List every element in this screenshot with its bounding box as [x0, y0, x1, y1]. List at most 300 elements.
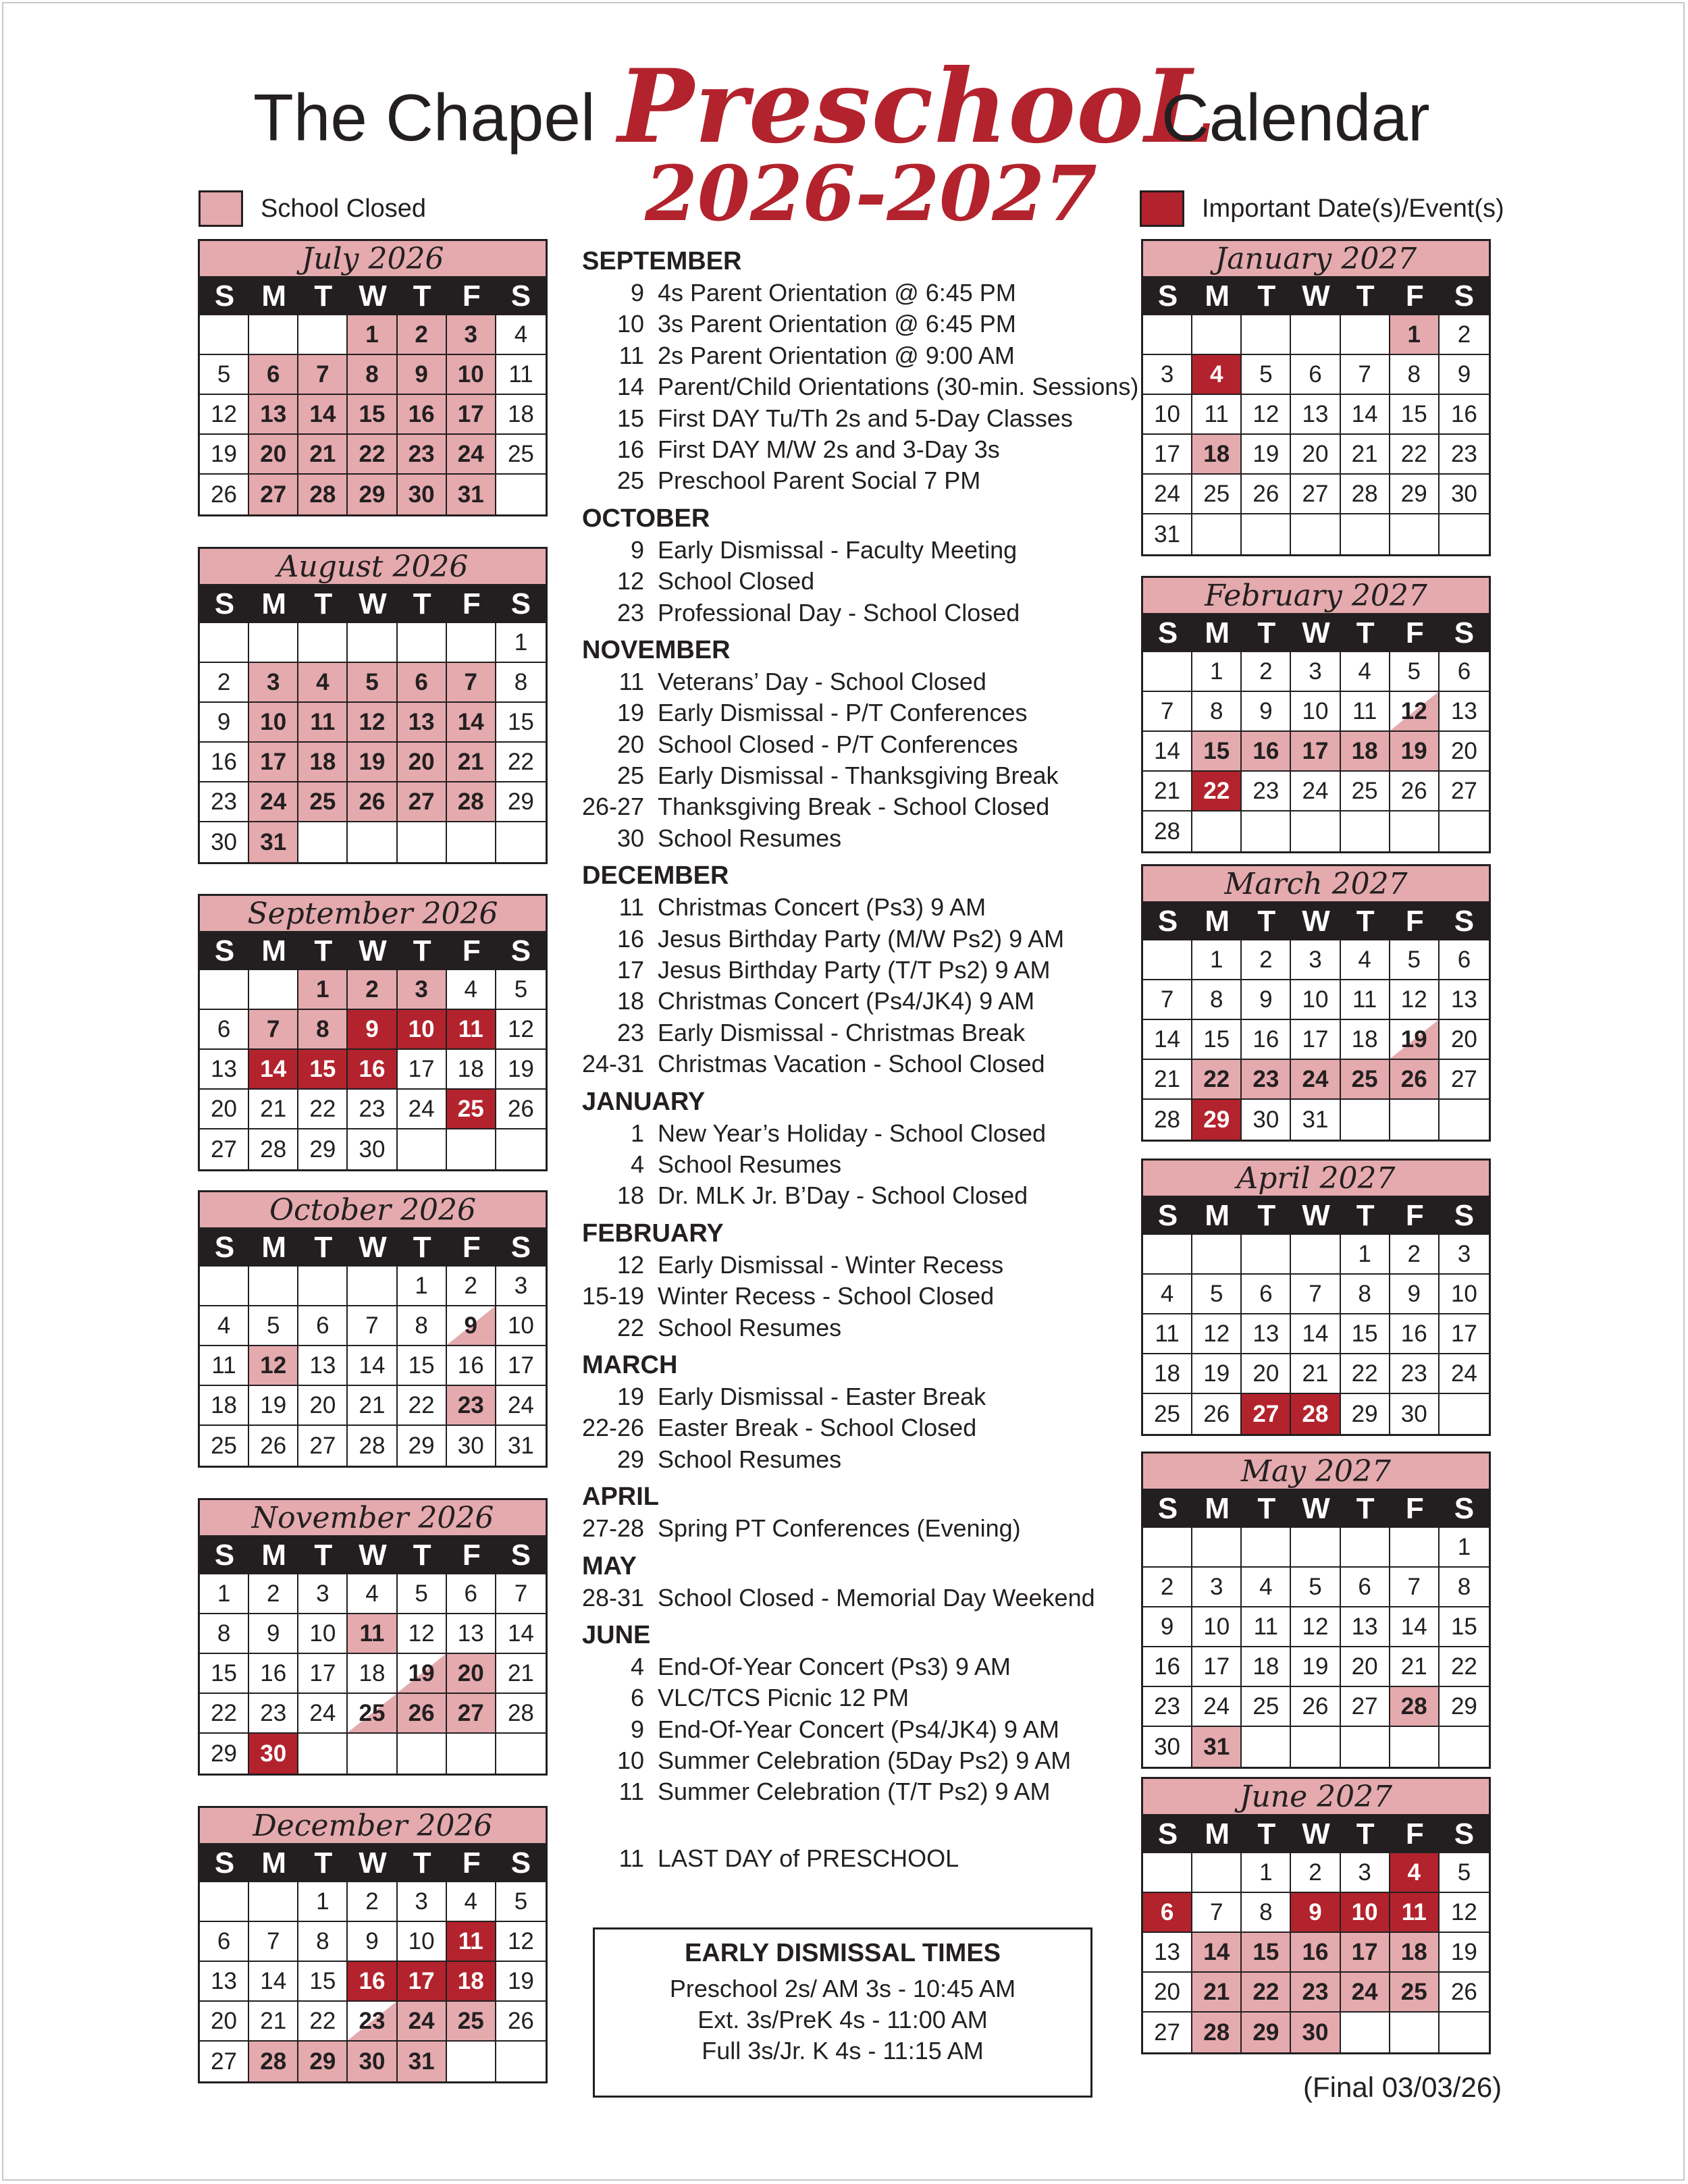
day-cell: [1440, 514, 1489, 554]
day-cell: 30: [1291, 2013, 1340, 2052]
day-cell: 19: [496, 1050, 546, 1090]
day-cell: 3: [1291, 940, 1340, 980]
event-item: [582, 309, 1136, 340]
day-cell: 14: [1143, 732, 1192, 772]
event-month-heading: OCTOBER: [582, 504, 710, 533]
day-cell: [1341, 514, 1390, 554]
day-cell: 1: [1242, 1853, 1291, 1893]
day-cell: 6: [1440, 940, 1489, 980]
day-cell: [1242, 514, 1291, 554]
day-cell: 8: [348, 355, 397, 395]
day-cell: 23: [1143, 1687, 1192, 1727]
day-cell: 18: [348, 1654, 397, 1694]
event-month-heading: SEPTEMBER: [582, 247, 742, 275]
day-cell: 24: [1341, 1973, 1390, 2013]
event-item: [582, 1048, 1136, 1080]
month-title: August 2026: [200, 549, 546, 585]
day-cell: 4: [447, 1882, 496, 1922]
event-item: [582, 566, 1136, 597]
day-cell: 2: [1143, 1568, 1192, 1607]
title-preschool: PreschooL: [618, 47, 1217, 166]
day-cell: 15: [1390, 395, 1440, 435]
day-cell: 15: [200, 1654, 249, 1694]
day-cell: 13: [249, 395, 298, 435]
day-cell: 4: [1192, 355, 1242, 395]
event-item: [582, 823, 1136, 854]
day-cell: 29: [1440, 1687, 1489, 1727]
event-item: [582, 340, 1136, 371]
day-cell: 13: [200, 1962, 249, 2002]
day-cell: 22: [1440, 1647, 1489, 1687]
day-cell: 12: [348, 703, 397, 743]
day-cell: 17: [1291, 1020, 1340, 1060]
event-date: 11: [618, 893, 644, 922]
day-cell: [1242, 1727, 1291, 1767]
event-date: 14: [616, 373, 644, 401]
weekday-label: F: [462, 587, 481, 620]
day-cell: 14: [1341, 395, 1390, 435]
day-cell: 21: [1291, 1354, 1340, 1394]
day-cell: 28: [447, 782, 496, 822]
day-cell: 8: [1242, 1893, 1291, 1933]
day-cell: 20: [447, 1654, 496, 1694]
event-date: 9: [630, 535, 644, 564]
day-cell: 28: [1143, 811, 1192, 851]
day-cell: 30: [348, 2042, 397, 2081]
day-cell: 24: [447, 435, 496, 475]
day-cell: 13: [1143, 1933, 1192, 1973]
day-cell: [1341, 315, 1390, 355]
day-cell: 7: [1390, 1568, 1440, 1607]
day-cell: 9: [447, 1306, 496, 1346]
day-cell: 21: [249, 2002, 298, 2042]
weekday-label: F: [1405, 1817, 1424, 1850]
day-cell: 30: [348, 1129, 397, 1169]
day-cell: 27: [1341, 1687, 1390, 1727]
day-cell: [1143, 1528, 1192, 1568]
day-cell: 22: [298, 1090, 348, 1129]
day-cell: 2: [348, 970, 397, 1010]
day-cell: 25: [1341, 1060, 1390, 1100]
day-cell: 17: [398, 1050, 447, 1090]
day-cell: 25: [1192, 475, 1242, 514]
day-cell: [1143, 1235, 1192, 1275]
month-title: April 2027: [1143, 1161, 1489, 1197]
calendar-february-2027: [1141, 576, 1491, 853]
event-text: Early Dismissal - Christmas Break: [658, 1018, 1026, 1046]
weekday-label: S: [510, 1231, 531, 1264]
event-text: Spring PT Conferences (Evening): [658, 1514, 1021, 1543]
dismissal-line: Full 3s/Jr. K 4s - 11:15 AM: [702, 2037, 984, 2065]
weekday-label: T: [314, 1846, 333, 1880]
day-cell: 18: [1192, 435, 1242, 475]
day-cell: 23: [249, 1694, 298, 1734]
event-section: [582, 859, 1136, 1080]
day-grid: [200, 1574, 546, 1774]
weekday-header: [200, 1229, 546, 1267]
day-cell: 15: [1192, 732, 1242, 772]
day-cell: 8: [1440, 1568, 1489, 1607]
day-cell: 10: [1143, 395, 1192, 435]
weekday-label: S: [214, 1539, 235, 1572]
event-date: 19: [616, 699, 644, 727]
event-text: Easter Break - School Closed: [658, 1414, 977, 1442]
day-cell: 15: [1242, 1933, 1291, 1973]
event-date: 11: [618, 1844, 644, 1872]
event-text: School Resumes: [658, 1150, 842, 1178]
day-cell: [1192, 514, 1242, 554]
event-text: Parent/Child Orientations (30-min. Sessions): [658, 373, 1139, 401]
day-cell: 28: [249, 2042, 298, 2081]
legend-closed-swatch: [199, 190, 243, 227]
day-cell: 19: [1390, 732, 1440, 772]
month-title: September 2026: [200, 896, 546, 932]
day-cell: [348, 623, 397, 663]
day-cell: 17: [1291, 732, 1340, 772]
event-date: 10: [616, 1747, 644, 1775]
weekday-header: [1143, 1490, 1489, 1528]
day-cell: 9: [348, 1010, 397, 1050]
event-month-heading: JUNE: [582, 1620, 651, 1649]
day-cell: 12: [249, 1346, 298, 1386]
event-text: Winter Recess - School Closed: [658, 1282, 995, 1310]
day-cell: 14: [496, 1614, 546, 1654]
day-cell: 29: [398, 1426, 447, 1466]
day-cell: 5: [1291, 1568, 1340, 1607]
weekday-label: S: [510, 934, 531, 967]
day-cell: [1291, 1727, 1340, 1767]
day-cell: 4: [496, 315, 546, 355]
weekday-label: S: [1157, 1817, 1178, 1850]
day-cell: 31: [249, 822, 298, 862]
day-cell: 12: [1440, 1893, 1489, 1933]
calendar-september-2026: [198, 894, 548, 1171]
day-cell: 15: [1440, 1607, 1489, 1647]
day-cell: 16: [1440, 395, 1489, 435]
day-cell: 2: [348, 1882, 397, 1922]
day-cell: [1192, 1528, 1242, 1568]
event-item: [582, 1444, 1136, 1475]
day-cell: [348, 1734, 397, 1774]
day-cell: [298, 822, 348, 862]
weekday-label: T: [1356, 1817, 1375, 1850]
day-cell: 9: [200, 703, 249, 743]
day-cell: 23: [1390, 1354, 1440, 1394]
day-cell: [1192, 811, 1242, 851]
dismissal-line: Ext. 3s/PreK 4s - 11:00 AM: [697, 2006, 988, 2033]
day-cell: 11: [1390, 1893, 1440, 1933]
day-cell: 14: [298, 395, 348, 435]
weekday-label: S: [214, 1231, 235, 1264]
event-text: Jesus Birthday Party (M/W Ps2) 9 AM: [658, 924, 1065, 953]
event-section: [582, 634, 1136, 854]
day-cell: 26: [1291, 1687, 1340, 1727]
weekday-label: F: [462, 1539, 481, 1572]
day-cell: [1341, 1100, 1390, 1140]
day-cell: [398, 623, 447, 663]
weekday-label: T: [1257, 1492, 1276, 1525]
day-cell: 23: [348, 2002, 397, 2042]
day-cell: 22: [496, 743, 546, 782]
title-calendar: Calendar: [1161, 80, 1430, 155]
day-cell: 8: [298, 1922, 348, 1962]
event-date: 26-27: [582, 793, 645, 821]
weekday-label: M: [261, 1846, 287, 1880]
event-item: [582, 1714, 1136, 1745]
day-cell: 6: [1291, 355, 1340, 395]
weekday-label: W: [1302, 1492, 1330, 1525]
event-date: 4: [630, 1652, 644, 1680]
weekday-label: M: [1205, 1199, 1230, 1232]
day-cell: 20: [200, 2002, 249, 2042]
day-cell: 19: [398, 1654, 447, 1694]
event-date: 28-31: [582, 1583, 645, 1612]
month-title: May 2027: [1143, 1454, 1489, 1490]
weekday-label: M: [1205, 1492, 1230, 1525]
day-cell: 13: [298, 1346, 348, 1386]
day-cell: 15: [1192, 1020, 1242, 1060]
weekday-label: F: [1405, 905, 1424, 938]
event-text: School Closed: [658, 567, 815, 595]
day-cell: [1242, 1235, 1291, 1275]
month-title: July 2026: [200, 241, 546, 277]
day-cell: [200, 623, 249, 663]
day-grid: [1143, 652, 1489, 851]
weekday-label: F: [462, 934, 481, 967]
day-cell: 8: [496, 663, 546, 703]
day-cell: 16: [1242, 1020, 1291, 1060]
day-cell: 10: [1291, 692, 1340, 732]
day-cell: 1: [1341, 1235, 1390, 1275]
day-cell: 23: [200, 782, 249, 822]
day-cell: 14: [447, 703, 496, 743]
day-cell: 18: [1390, 1933, 1440, 1973]
event-item: [582, 371, 1139, 402]
day-cell: 2: [447, 1267, 496, 1306]
day-cell: 26: [200, 475, 249, 514]
day-cell: 27: [398, 782, 447, 822]
weekday-label: S: [1454, 1817, 1475, 1850]
day-cell: 15: [348, 395, 397, 435]
weekday-label: S: [214, 279, 235, 313]
day-cell: 1: [298, 970, 348, 1010]
day-cell: 14: [1291, 1314, 1340, 1354]
event-item: [582, 1118, 1136, 1149]
day-cell: 14: [348, 1346, 397, 1386]
day-cell: 17: [1192, 1647, 1242, 1687]
day-cell: 27: [249, 475, 298, 514]
day-cell: 20: [1242, 1354, 1291, 1394]
day-cell: 28: [1291, 1394, 1340, 1434]
day-cell: 28: [298, 475, 348, 514]
event-text: 3s Parent Orientation @ 6:45 PM: [658, 310, 1016, 338]
day-cell: 9: [398, 355, 447, 395]
day-cell: 24: [249, 782, 298, 822]
calendar-january-2027: [1141, 239, 1491, 556]
weekday-label: S: [1454, 1199, 1475, 1232]
weekday-label: T: [314, 1231, 333, 1264]
day-cell: 6: [1341, 1568, 1390, 1607]
event-section: [582, 1481, 1136, 1544]
event-section: [582, 1619, 1136, 1808]
event-date: 11: [618, 341, 644, 369]
day-cell: 3: [1143, 355, 1192, 395]
day-cell: [1440, 1727, 1489, 1767]
day-cell: 18: [1143, 1354, 1192, 1394]
day-cell: 11: [1143, 1314, 1192, 1354]
day-cell: 20: [1341, 1647, 1390, 1687]
day-cell: [398, 1129, 447, 1169]
day-cell: [447, 2042, 496, 2081]
day-cell: 30: [398, 475, 447, 514]
day-cell: 24: [496, 1386, 546, 1426]
event-item: [582, 892, 1136, 923]
event-month-heading: DECEMBER: [582, 861, 729, 890]
event-text: Preschool Parent Social 7 PM: [658, 467, 981, 495]
day-cell: 18: [200, 1386, 249, 1426]
day-cell: 3: [398, 1882, 447, 1922]
day-cell: 3: [1341, 1853, 1390, 1893]
day-cell: 11: [1341, 980, 1390, 1020]
event-text: Early Dismissal - Easter Break: [658, 1382, 986, 1410]
day-cell: 7: [447, 663, 496, 703]
day-cell: [1341, 1528, 1390, 1568]
day-cell: 5: [200, 355, 249, 395]
event-date: 17: [616, 956, 644, 984]
day-cell: [200, 970, 249, 1010]
day-cell: 18: [447, 1050, 496, 1090]
event-text: School Resumes: [658, 1313, 842, 1341]
weekday-label: T: [1257, 616, 1276, 649]
day-cell: 20: [1291, 435, 1340, 475]
day-cell: 19: [1440, 1933, 1489, 1973]
day-cell: 27: [200, 2042, 249, 2081]
day-cell: 12: [1291, 1607, 1340, 1647]
event-item: [582, 465, 1136, 496]
day-cell: 1: [348, 315, 397, 355]
day-cell: 11: [1341, 692, 1390, 732]
day-cell: 2: [249, 1574, 298, 1614]
weekday-label: T: [413, 1231, 431, 1264]
weekday-label: T: [1257, 905, 1276, 938]
day-cell: [1143, 940, 1192, 980]
day-cell: 7: [1143, 980, 1192, 1020]
day-cell: 13: [200, 1050, 249, 1090]
day-cell: 8: [1341, 1275, 1390, 1314]
day-cell: 20: [1440, 732, 1489, 772]
day-cell: 9: [348, 1922, 397, 1962]
day-cell: [447, 822, 496, 862]
legend-closed-label: School Closed: [261, 194, 427, 223]
weekday-label: S: [1157, 905, 1178, 938]
day-cell: 26: [1242, 475, 1291, 514]
weekday-label: W: [1302, 1199, 1330, 1232]
day-cell: 16: [200, 743, 249, 782]
day-cell: 26: [496, 1090, 546, 1129]
day-cell: 9: [1440, 355, 1489, 395]
event-item: [582, 1281, 1136, 1312]
day-cell: 1: [1192, 652, 1242, 692]
day-cell: 5: [496, 1882, 546, 1922]
event-section: [582, 1086, 1136, 1212]
day-cell: 17: [1143, 435, 1192, 475]
event-date: 24-31: [582, 1050, 645, 1078]
day-cell: [348, 822, 397, 862]
day-cell: 22: [298, 2002, 348, 2042]
event-text: School Closed - P/T Conferences: [658, 730, 1018, 758]
event-section: [582, 1550, 1136, 1614]
weekday-label: T: [413, 1539, 431, 1572]
event-item: [582, 729, 1136, 760]
events-list: [582, 245, 1139, 1874]
day-cell: [298, 315, 348, 355]
day-cell: 28: [348, 1426, 397, 1466]
weekday-label: T: [1356, 1199, 1375, 1232]
event-date: 20: [616, 730, 644, 758]
weekday-label: S: [1157, 1492, 1178, 1525]
day-cell: 10: [1341, 1893, 1390, 1933]
event-text: Summer Celebration (T/T Ps2) 9 AM: [658, 1778, 1051, 1806]
day-cell: [447, 623, 496, 663]
day-cell: 29: [1242, 2013, 1291, 2052]
event-section: [582, 1217, 1136, 1343]
event-item: [582, 1745, 1136, 1776]
dismissal-title: EARLY DISMISSAL TIMES: [684, 1939, 1001, 1967]
day-cell: 18: [1242, 1647, 1291, 1687]
event-item: [582, 666, 1136, 697]
day-cell: 10: [496, 1306, 546, 1346]
day-cell: 6: [447, 1574, 496, 1614]
event-date: 30: [616, 824, 644, 852]
day-grid: [200, 1267, 546, 1466]
day-cell: 17: [298, 1654, 348, 1694]
event-month-heading: APRIL: [582, 1483, 659, 1512]
day-cell: 25: [298, 782, 348, 822]
day-cell: 30: [1440, 475, 1489, 514]
day-grid: [200, 623, 546, 862]
day-cell: 31: [507, 1432, 534, 1459]
event-text: Professional Day - School Closed: [658, 598, 1020, 627]
event-item: [582, 1180, 1136, 1211]
day-cell: 3: [1291, 652, 1340, 692]
day-cell: 16: [447, 1346, 496, 1386]
day-cell: 29: [1192, 1100, 1242, 1140]
day-cell: 10: [249, 703, 298, 743]
day-cell: 20: [398, 743, 447, 782]
day-cell: [249, 970, 298, 1010]
day-cell: 2: [398, 315, 447, 355]
day-cell: [1390, 2013, 1440, 2052]
day-cell: 11: [496, 355, 546, 395]
day-cell: 14: [249, 1962, 298, 2002]
day-cell: 26: [348, 782, 397, 822]
day-cell: 21: [496, 1654, 546, 1694]
day-cell: [1291, 315, 1340, 355]
day-cell: 13: [447, 1614, 496, 1654]
day-grid: [1143, 315, 1489, 554]
day-cell: 29: [298, 2042, 348, 2081]
day-cell: 26: [1192, 1394, 1242, 1434]
event-date: 4: [630, 1150, 644, 1178]
day-cell: 25: [1143, 1394, 1192, 1434]
weekday-label: F: [1405, 279, 1424, 313]
day-cell: 9: [249, 1614, 298, 1654]
calendar-may-2027: [1141, 1451, 1491, 1769]
day-cell: [1341, 1727, 1390, 1767]
calendar-december-2026: [198, 1806, 548, 2083]
day-cell: 4: [1242, 1568, 1291, 1607]
day-cell: 27: [1143, 2013, 1192, 2052]
